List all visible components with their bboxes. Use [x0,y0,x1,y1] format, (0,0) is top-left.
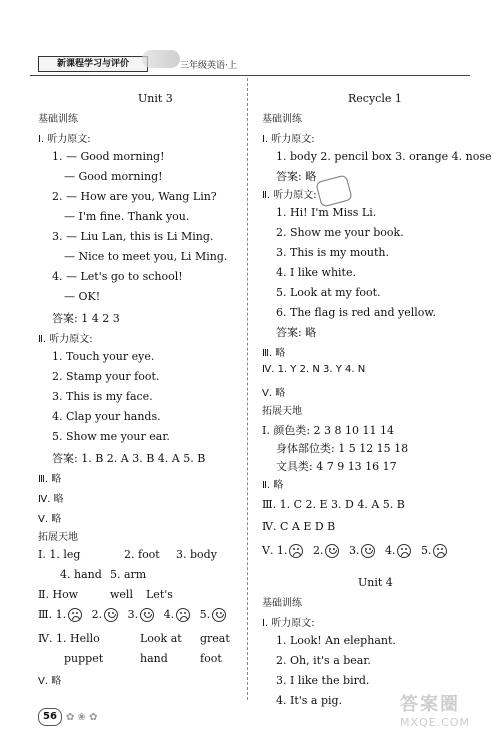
smiley-answer-row [38,608,232,622]
extension-answer: foot [200,652,222,665]
footer-decoration: ✿ ❀ ✿ [66,712,98,723]
extension-answer: Let's [146,588,173,601]
section-3-heading: Ⅲ. 略 [38,474,62,485]
answer-line: 答案: 略 [276,170,317,183]
extension-answer: 文具类: 4 7 9 13 16 17 [276,460,397,473]
section-1-heading: Ⅰ. 听力原文: [262,618,315,629]
extension-answer: Ⅳ. C A E D B [262,520,336,533]
extension-answer: Ⅳ. 1. Hello [38,632,100,645]
listening-line: 1. Look! An elephant. [276,634,396,647]
answer-line: 答案: 1. B 2. A 3. B 4. A 5. B [52,452,206,465]
section-1-heading: Ⅰ. 听力原文: [38,134,91,145]
item-number: 2. [91,608,103,621]
dialog-line: — I'm fine. Thank you. [64,210,190,223]
item-number: 4. [163,608,175,621]
stamp-decoration [315,174,353,207]
happy-face-icon [325,544,339,558]
happy-face-icon [361,544,375,558]
item-number: Ⅲ. 1. [38,608,67,621]
unit4-title: Unit 4 [358,576,393,589]
basic-training-heading: 基础训练 [38,114,78,125]
listening-line: 1. Hi! I'm Miss Li. [276,206,377,219]
section-2-heading: Ⅱ. 听力原文: [38,334,93,345]
sad-face-icon [397,544,411,558]
listening-line: 3. This is my mouth. [276,246,390,259]
smiley-answer-row [262,544,453,558]
listening-line: 1. body 2. pencil box 3. orange 4. nose [276,150,492,163]
extension-answer: 3. body [176,548,217,561]
dialog-line: — Nice to meet you, Li Ming. [64,250,228,263]
page-number: 56 [38,708,62,726]
extension-heading: 拓展天地 [38,532,78,543]
happy-face-icon [212,608,226,622]
extension-heading: 拓展天地 [262,406,302,417]
item-number: 5. [199,608,211,621]
item-number: 5. [420,544,432,557]
extension-answer: Look at [140,632,182,645]
extension-answer: Ⅰ. 颜色类: 2 3 8 10 11 14 [262,424,395,437]
extension-answer: Ⅱ. How [38,588,79,601]
item-number: 3. [127,608,139,621]
section-5-heading: Ⅴ. 略 [262,388,286,399]
section-4-heading: Ⅳ. 略 [38,494,64,505]
listening-line: 1. Touch your eye. [52,350,155,363]
listening-line: 2. Show me your book. [276,226,404,239]
dialog-line: — OK! [64,290,101,303]
extension-answer: puppet [64,652,104,665]
extension-answer: great [200,632,230,645]
recycle1-title: Recycle 1 [348,92,402,105]
happy-face-icon [104,608,118,622]
listening-line: 2. Oh, it's a bear. [276,654,371,667]
extension-answer: Ⅱ. 略 [262,480,284,491]
item-number: 2. [312,544,324,557]
sad-face-icon [433,544,447,558]
section-5-heading: Ⅴ. 略 [38,514,62,525]
item-number: Ⅴ. 1. [262,544,288,557]
extension-answer: hand [140,652,168,665]
listening-line: 4. I like white. [276,266,356,279]
listening-line: 5. Show me your ear. [52,430,170,443]
item-number: 4. [384,544,396,557]
listening-line: 2. Stamp your foot. [52,370,160,383]
extension-answer: Ⅴ. 略 [38,676,62,687]
answer-line: 答案: 1 4 2 3 [52,312,120,325]
grade-label: 三年级英语·上 [180,61,237,71]
sad-face-icon [176,608,190,622]
watermark-text: 答案圈 [400,694,460,715]
listening-line: 6. The flag is red and yellow. [276,306,436,319]
listening-line: 3. I like the bird. [276,674,370,687]
header-decoration [142,50,180,68]
extension-answer: Ⅲ. 1. C 2. E 3. D 4. A 5. B [262,498,405,511]
dialog-line: 3. — Liu Lan, this is Li Ming. [52,230,214,243]
answer-line: 答案: 略 [276,326,317,339]
listening-line: 3. This is my face. [52,390,153,403]
unit3-title: Unit 3 [138,92,173,105]
section-4-heading: Ⅳ. 1. Y 2. N 3. Y 4. N [262,364,366,375]
basic-training-heading: 基础训练 [262,114,302,125]
section-2-heading: Ⅱ. 听力原文: [262,190,317,201]
dialog-line: 1. — Good morning! [52,150,165,163]
sad-face-icon [289,544,303,558]
listening-line: 4. It's a pig. [276,694,343,707]
dialog-line: 2. — How are you, Wang Lin? [52,190,217,203]
book-title: 新课程学习与评价 [38,56,148,72]
watermark-url: MXQE.COM [400,716,470,729]
happy-face-icon [140,608,154,622]
sad-face-icon [68,608,82,622]
basic-training-heading: 基础训练 [262,598,302,609]
listening-line: 4. Clap your hands. [52,410,161,423]
dialog-line: — Good morning! [64,170,163,183]
column-divider [247,78,248,700]
extension-answer: Ⅰ. 1. leg [38,548,81,561]
page-header [30,42,470,72]
item-number: 3. [348,544,360,557]
section-1-heading: Ⅰ. 听力原文: [262,134,315,145]
header-rule [30,75,470,76]
extension-answer: 2. foot [124,548,160,561]
listening-line: 5. Look at my foot. [276,286,381,299]
dialog-line: 4. — Let's go to school! [52,270,183,283]
extension-answer: well [110,588,133,601]
extension-answer: 5. arm [110,568,147,581]
section-3-heading: Ⅲ. 略 [262,348,286,359]
extension-answer: 身体部位类: 1 5 12 15 18 [276,442,409,455]
watermark-logo [400,690,492,730]
extension-answer: 4. hand [60,568,102,581]
